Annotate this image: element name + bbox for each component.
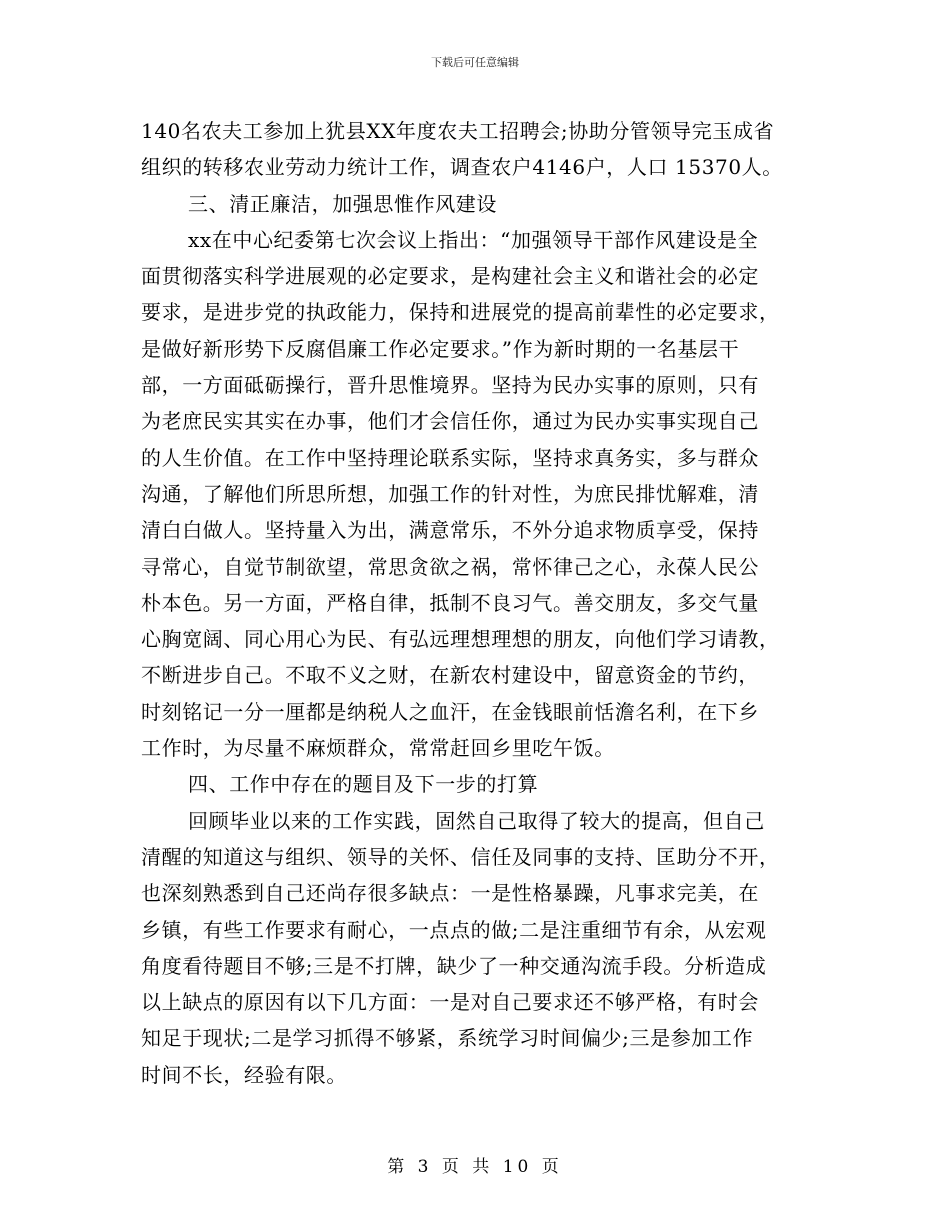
page-header-note: 下载后可任意编辑 — [431, 56, 519, 69]
paragraph-first-line: xx在中心纪委第七次会议上指出：“加强领导干部作风建设是全 — [188, 227, 759, 252]
text-line: 为老庶民实其实在办事，他们才会信任你，通过为民办实事实现自己 — [141, 409, 759, 434]
text-line: 要求，是进步党的执政能力，保持和进展党的提高前辈性的必定要求， — [141, 300, 780, 325]
text-line: 时刻铭记一分一厘都是纳税人之血汗，在金钱眼前恬澹名利，在下乡 — [141, 699, 759, 724]
text-line: 部，一方面砥砺操行，晋升思惟境界。坚持为民办实事的原则，只有 — [141, 373, 759, 398]
text-line: 工作时，为尽量不麻烦群众，常常赶回乡里吃午饭。 — [141, 736, 615, 761]
text-line: 知足于现状;二是学习抓得不够紧，系统学习时间偏少;三是参加工作 — [141, 1026, 754, 1051]
text-line: 的人生价值。在工作中坚持理论联系实际，坚持求真务实，多与群众 — [141, 445, 759, 470]
text-line: 时间不长，经验有限。 — [141, 1062, 347, 1087]
page-number-footer: 第 3 页 共 10 页 — [387, 1157, 563, 1177]
text-line: 也深刻熟悉到自己还尚存很多缺点：一是性格暴躁，凡事求完美，在 — [141, 881, 759, 906]
text-line: 寻常心，自觉节制欲望，常思贪欲之祸，常怀律己之心，永葆人民公 — [141, 554, 759, 579]
document-body — [141, 113, 821, 1093]
text-line: 不断进步自己。不取不义之财，在新农村建设中，留意资金的节约， — [141, 663, 759, 688]
text-line: 沟通，了解他们所思所想，加强工作的针对性，为庶民排忧解难，清 — [141, 481, 759, 506]
text-line: 乡镇，有些工作要求有耐心，一点点的做;二是注重细节有余，从宏观 — [141, 917, 767, 942]
paragraph-first-line: 回顾毕业以来的工作实践，固然自己取得了较大的提高，但自己 — [188, 808, 765, 833]
text-line: 清醒的知道这与组织、领导的关怀、信任及同事的支持、匡助分不开， — [141, 844, 780, 869]
text-line: 角度看待题目不够;三是不打牌，缺少了一种交通沟流手段。分析造成 — [141, 953, 767, 978]
text-line: 是做好新形势下反腐倡廉工作必定要求。”作为新时期的一名基层干 — [141, 336, 740, 361]
text-line: 面贯彻落实科学进展观的必定要求，是构建社会主义和谐社会的必定 — [141, 264, 759, 289]
text-line: 清白白做人。坚持量入为出，满意常乐，不外分追求物质享受，保持 — [141, 518, 759, 543]
section-heading: 四、工作中存在的题目及下一步的打算 — [188, 772, 539, 797]
section-heading: 三、清正廉洁，加强思惟作风建设 — [188, 191, 497, 216]
text-line: 组织的转移农业劳动力统计工作，调查农户4146户，人口 15370人。 — [141, 155, 783, 180]
text-line: 140名农夫工参加上犹县XX年度农夫工招聘会;协助分管领导完玉成省 — [141, 119, 775, 143]
text-line: 心胸宽阔、同心用心为民、有弘远理想理想的朋友，向他们学习请教， — [141, 627, 780, 652]
text-line: 朴本色。另一方面，严格自律，抵制不良习气。善交朋友，多交气量 — [141, 590, 759, 615]
text-line: 以上缺点的原因有以下几方面：一是对自己要求还不够严格，有时会 — [141, 990, 759, 1015]
